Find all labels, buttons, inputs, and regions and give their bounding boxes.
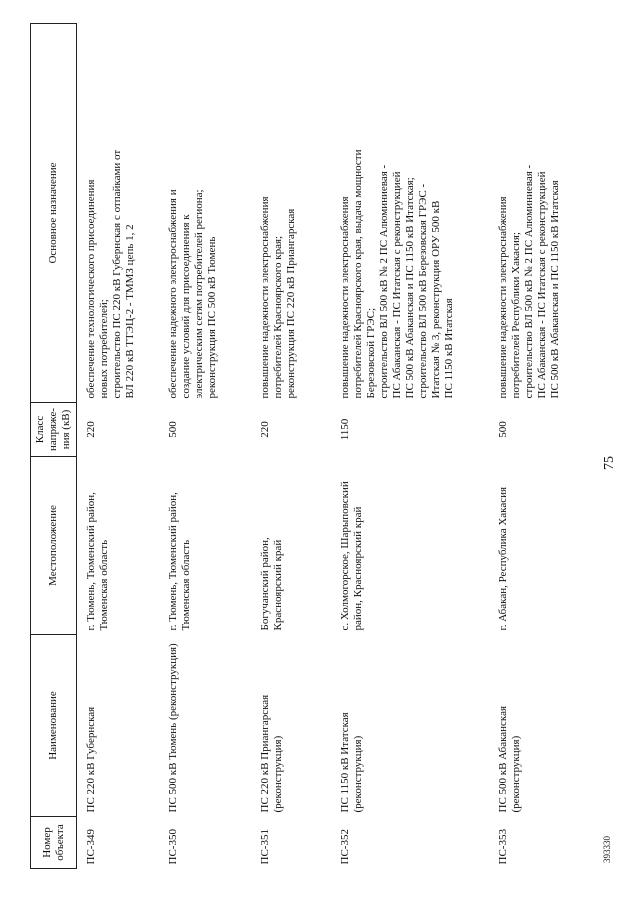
object-location-cell: г. Абакан, Республика Хакасия: [496, 486, 509, 631]
object-purpose-cell: обеспечение надежного электроснабжения и создание условий для присоединения к электрическим сетям потребителей региона; реконструкция ПС 500 кВ Тюмень: [166, 189, 218, 399]
table-row: [331, 24, 489, 869]
voltage-class-cell: 220: [85, 421, 97, 438]
object-name-cell: ПС 1150 кВ Итатская (реконструкция): [338, 712, 364, 813]
object-location-cell: г. Тюмень, Тюменский район, Тюменская область: [166, 492, 192, 631]
object-name-cell: ПС 220 кВ Приангарская (реконструкция): [258, 694, 284, 813]
object-number-cell: ПС-353: [496, 829, 509, 865]
voltage-class-cell: 1150: [338, 418, 351, 441]
voltage-class-cell: 500: [496, 421, 509, 438]
voltage-class-cell: 500: [166, 421, 179, 438]
object-purpose-cell: повышение надежности электроснабжения потребителей Республики Хакасия; строительство ВЛ 500 кВ № 2 ПС Алюминиевая - ПС Абаканская - ПС Итатская с реконструкцией ПС 500 кВ Абаканская и ПС 1150 кВ Итатская: [496, 164, 561, 399]
voltage-class-cell: 220: [258, 421, 271, 438]
header-location: Местоположение: [31, 457, 77, 635]
objects-table: [30, 23, 607, 869]
page-number: 75: [602, 456, 617, 470]
object-number-cell: ПС-351: [258, 829, 271, 865]
header-purpose: Основное назначение: [31, 24, 77, 403]
object-location-cell: Богучанский район, Красноярский край: [258, 537, 284, 631]
table-row: [77, 24, 159, 869]
table-row: [489, 24, 607, 869]
table-header-row: [31, 24, 77, 869]
object-number-cell: ПС-349: [85, 829, 97, 865]
document-id: 393330: [602, 836, 612, 863]
table-row: [159, 24, 251, 869]
object-name-cell: ПС 220 кВ Губернская: [85, 706, 97, 813]
object-number-cell: ПС-352: [338, 829, 351, 865]
header-name: Наименование: [31, 635, 77, 817]
object-name-cell: ПС 500 кВ Абаканская (реконструкция): [496, 705, 522, 813]
object-location-cell: г. Тюмень, Тюменский район, Тюменская область: [85, 492, 110, 631]
object-purpose-cell: повышение надежности электроснабжения потребителей Красноярского края; реконструкция ПС 220 кВ Приангарская: [258, 196, 297, 399]
object-purpose-cell: обеспечение технологического присоединения новых потребителей; строительство ПС 220 кВ Губернская с отпайками от ВЛ 220 кВ ТТЭЦ-2 - ТММЗ цепь 1, 2: [85, 149, 136, 399]
header-voltage: Класс напряже- ния (кВ): [31, 403, 77, 457]
object-number-cell: ПС-350: [166, 829, 179, 865]
header-number: Номер объекта: [31, 817, 77, 869]
object-purpose-cell: повышение надежности электроснабжения потребителей Красноярского края, выдача мощности Березовской ГРЭС; строительство ВЛ 500 кВ № 2 ПС Алюминиевая - ПС Абаканская - ПС Итатская с реконструкцией ПС 500 кВ Абаканская и ПС 1150 кВ Итатская; строительство ВЛ 500 кВ Березовская ГРЭС - Итатская № 3, реконструкция ОРУ 500 кВ ПС 1150 кВ Итатская: [338, 149, 455, 399]
object-name-cell: ПС 500 кВ Тюмень (реконструкция): [166, 643, 179, 813]
object-location-cell: с. Холмогорское, Шарыповский район, Красноярский край: [338, 481, 364, 631]
table-row: [251, 24, 331, 869]
